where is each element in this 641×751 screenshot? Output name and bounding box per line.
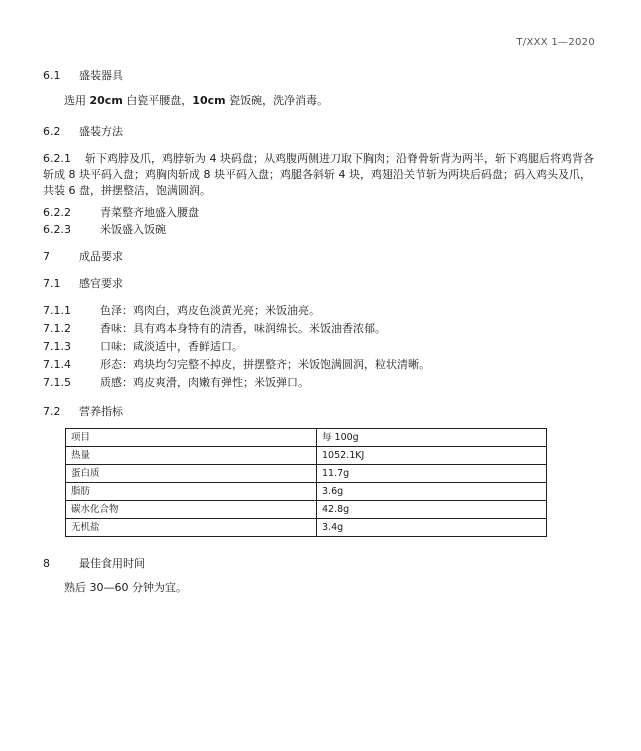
sensory-item	[43, 339, 243, 354]
table-row	[66, 501, 547, 519]
section-title: 感官要求	[79, 277, 123, 290]
sensory-item	[43, 321, 386, 336]
section-number: 7.1.2	[43, 322, 71, 335]
table-cell: 1052.1KJ	[317, 447, 547, 465]
section-number: 6.2.1	[43, 152, 71, 165]
section-7-heading	[43, 249, 123, 264]
body-text-part: 选用	[64, 94, 90, 107]
section-6-2-2	[43, 205, 199, 220]
table-row	[66, 447, 547, 465]
table-cell: 每 100g	[317, 429, 547, 447]
section-6-1-body	[64, 93, 328, 109]
section-number: 7	[43, 250, 50, 263]
sensory-item	[43, 303, 320, 318]
table-cell: 3.6g	[317, 483, 547, 501]
body-text-part: 白瓷平腰盘，	[122, 94, 193, 107]
table-cell: 11.7g	[317, 465, 547, 483]
table-cell: 3.4g	[317, 519, 547, 537]
table-cell: 热量	[66, 447, 317, 465]
section-title: 盛装方法	[79, 125, 123, 138]
item-text: 形态：鸡块均匀完整不掉皮，拼摆整齐；米饭饱满圆润，粒状清晰。	[100, 358, 430, 371]
section-number: 7.1.5	[43, 376, 71, 389]
section-title: 成品要求	[79, 250, 123, 263]
section-number: 6.2.2	[43, 206, 71, 219]
table-cell: 碳水化合物	[66, 501, 317, 519]
sensory-item	[43, 357, 430, 372]
table-cell: 脂肪	[66, 483, 317, 501]
body-text-part: 瓷饭碗，洗净消毒。	[225, 94, 329, 107]
table-cell: 项目	[66, 429, 317, 447]
table-cell: 42.8g	[317, 501, 547, 519]
section-8-heading	[43, 556, 145, 571]
item-text: 青菜整齐地盛入腰盘	[100, 206, 199, 219]
table-row	[66, 483, 547, 501]
item-text: 质感：鸡皮爽滑，肉嫩有弹性；米饭弹口。	[100, 376, 309, 389]
section-number: 6.2	[43, 125, 61, 138]
section-title: 盛装器具	[79, 69, 123, 82]
section-6-2-heading	[43, 124, 123, 139]
table-row	[66, 519, 547, 537]
body-bold-size: 20cm	[89, 94, 123, 107]
sensory-item	[43, 375, 309, 390]
table-cell: 无机盐	[66, 519, 317, 537]
body-bold-size: 10cm	[192, 94, 226, 107]
section-7-1-heading	[43, 276, 123, 291]
section-number: 6.1	[43, 69, 61, 82]
section-number: 8	[43, 557, 50, 570]
item-text: 口味：咸淡适中，香鲜适口。	[100, 340, 243, 353]
item-text: 色泽：鸡肉白，鸡皮色淡黄光亮；米饭油亮。	[100, 304, 320, 317]
section-number: 6.2.3	[43, 223, 71, 236]
document-code-header: T/XXX 1—2020	[516, 37, 595, 48]
section-8-body: 熟后 30—60 分钟为宜。	[64, 581, 187, 594]
table-row	[66, 465, 547, 483]
section-7-2-heading	[43, 404, 123, 419]
item-text: 米饭盛入饭碗	[100, 223, 166, 236]
paragraph-text: 斩下鸡脖及爪，鸡脖斩为 4 块码盘；从鸡腹两侧进刀取下胸肉；沿脊骨斩背为两半，斩下鸡腿后将鸡背各斩成 8 块平码入盘；鸡胸肉斩成 8 块平码入盘；鸡腿各斜斩 4 块，鸡翅沿关节斩为两块后码盘；码入鸡头及爪，共装 6 盘，拼摆整洁，饱满圆润。	[43, 152, 594, 197]
table-cell: 蛋白质	[66, 465, 317, 483]
section-number: 7.2	[43, 405, 61, 418]
item-text: 香味：具有鸡本身特有的清香，味润绵长。米饭油香浓郁。	[100, 322, 386, 335]
section-6-2-3	[43, 222, 166, 237]
section-number: 7.1.1	[43, 304, 71, 317]
section-number: 7.1.3	[43, 340, 71, 353]
section-number: 7.1.4	[43, 358, 71, 371]
section-number: 7.1	[43, 277, 61, 290]
section-title: 营养指标	[79, 405, 123, 418]
section-6-2-1-paragraph	[43, 151, 598, 199]
section-6-1-heading	[43, 68, 123, 83]
table-header-row	[66, 429, 547, 447]
section-title: 最佳食用时间	[79, 557, 145, 570]
nutrition-table	[65, 428, 547, 537]
